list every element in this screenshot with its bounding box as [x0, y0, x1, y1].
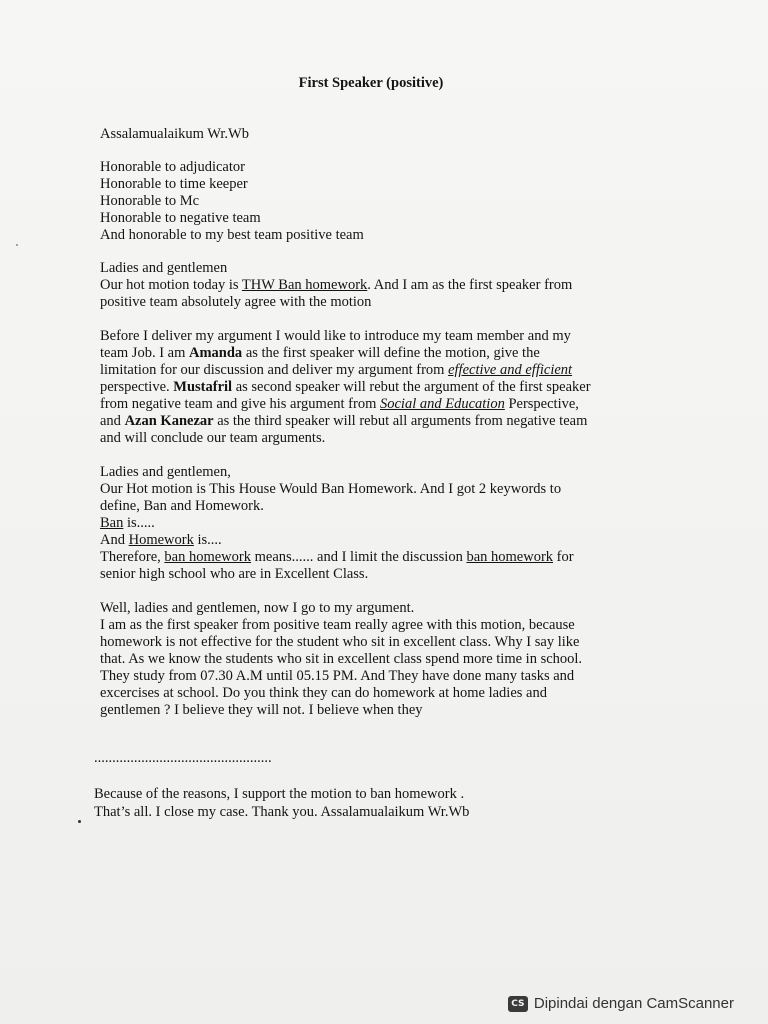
intro-paragraph	[100, 260, 660, 311]
definition-line: Ladies and gentlemen,	[100, 464, 231, 480]
argument-line: They study from 07.30 A.M until 05.15 PM. And They have done many tasks and	[100, 668, 575, 684]
keyword-homework: Homework	[128, 532, 194, 548]
definition-line: define, Ban and Homework.	[100, 498, 264, 514]
speaker-name: Azan Kanezar	[124, 413, 214, 429]
speech-body	[100, 126, 660, 719]
team-line: and will conclude our team arguments.	[100, 430, 326, 446]
closing-section	[94, 749, 654, 821]
team-line: from negative team and give his argument from Social and Education Perspective,	[100, 396, 579, 412]
perspective-text: effective and efficient	[448, 362, 573, 378]
speaker-name: Amanda	[189, 345, 243, 361]
intro-line: Our hot motion today is THW Ban homework. And I am as the first speaker from	[100, 277, 573, 293]
team-paragraph	[100, 328, 660, 447]
definition-line: senior high school who are in Excellent Class.	[100, 566, 369, 582]
argument-paragraph	[100, 600, 660, 719]
perspective-text: Social and Education	[379, 396, 505, 412]
team-line: team Job. I am Amanda as the first speaker will define the motion, give the	[100, 345, 540, 361]
honorable-line: Honorable to time keeper	[100, 176, 248, 192]
watermark-text: Dipindai dengan CamScanner	[533, 995, 734, 1012]
argument-line: that. As we know the students who sit in excellent class spend more time in school.	[100, 651, 583, 667]
team-line: Before I deliver my argument I would like to introduce my team member and my	[100, 328, 571, 344]
argument-line: homework is not effective for the student who sit in excellent class. Why I say like	[100, 634, 580, 650]
argument-line: Well, ladies and gentlemen, now I go to my argument.	[100, 600, 415, 616]
honorable-line: And honorable to my best team positive team	[100, 227, 364, 243]
team-line: perspective. Mustafril as second speaker will rebut the argument of the first speaker	[100, 379, 591, 395]
definition-line: Ban is.....	[100, 515, 155, 531]
motion-text: THW Ban homework	[241, 277, 368, 293]
closing-line: Because of the reasons, I support the motion to ban homework .	[94, 786, 465, 802]
honorable-line: Honorable to negative team	[100, 210, 261, 226]
definition-line: And Homework is....	[100, 532, 222, 548]
scan-speck	[78, 820, 81, 823]
honorable-line: Honorable to Mc	[100, 193, 200, 209]
speaker-name: Mustafril	[173, 379, 233, 395]
scan-speck	[16, 244, 18, 246]
team-line: and Azan Kanezar as the third speaker will rebut all arguments from negative team	[100, 413, 588, 429]
intro-line: Ladies and gentlemen	[100, 260, 228, 276]
argument-line: excercises at school. Do you think they can do homework at home ladies and	[100, 685, 547, 701]
camscanner-logo-icon: CS	[508, 996, 528, 1012]
dotted-continuation: .................................................	[94, 750, 272, 766]
honorables-list	[100, 159, 660, 244]
argument-line: I am as the first speaker from positive team really agree with this motion, because	[100, 617, 575, 633]
closing-line: That’s all. I close my case. Thank you. Assalamualaikum Wr.Wb	[94, 804, 470, 820]
intro-line: positive team absolutely agree with the motion	[100, 294, 372, 310]
honorable-line: Honorable to adjudicator	[100, 159, 245, 175]
definition-paragraph	[100, 464, 660, 583]
document-title: First Speaker (positive)	[298, 75, 444, 91]
camscanner-watermark	[508, 995, 734, 1012]
team-line: limitation for our discussion and deliver my argument from effective and efficient	[100, 362, 573, 378]
greeting: Assalamualaikum Wr.Wb	[100, 126, 249, 142]
argument-line: gentlemen ? I believe they will not. I believe when they	[100, 702, 423, 718]
keyword-ban: Ban	[100, 515, 124, 531]
definition-line: Our Hot motion is This House Would Ban Homework. And I got 2 keywords to	[100, 481, 562, 497]
definition-line: Therefore, ban homework means...... and I limit the discussion ban homework for	[100, 549, 574, 565]
